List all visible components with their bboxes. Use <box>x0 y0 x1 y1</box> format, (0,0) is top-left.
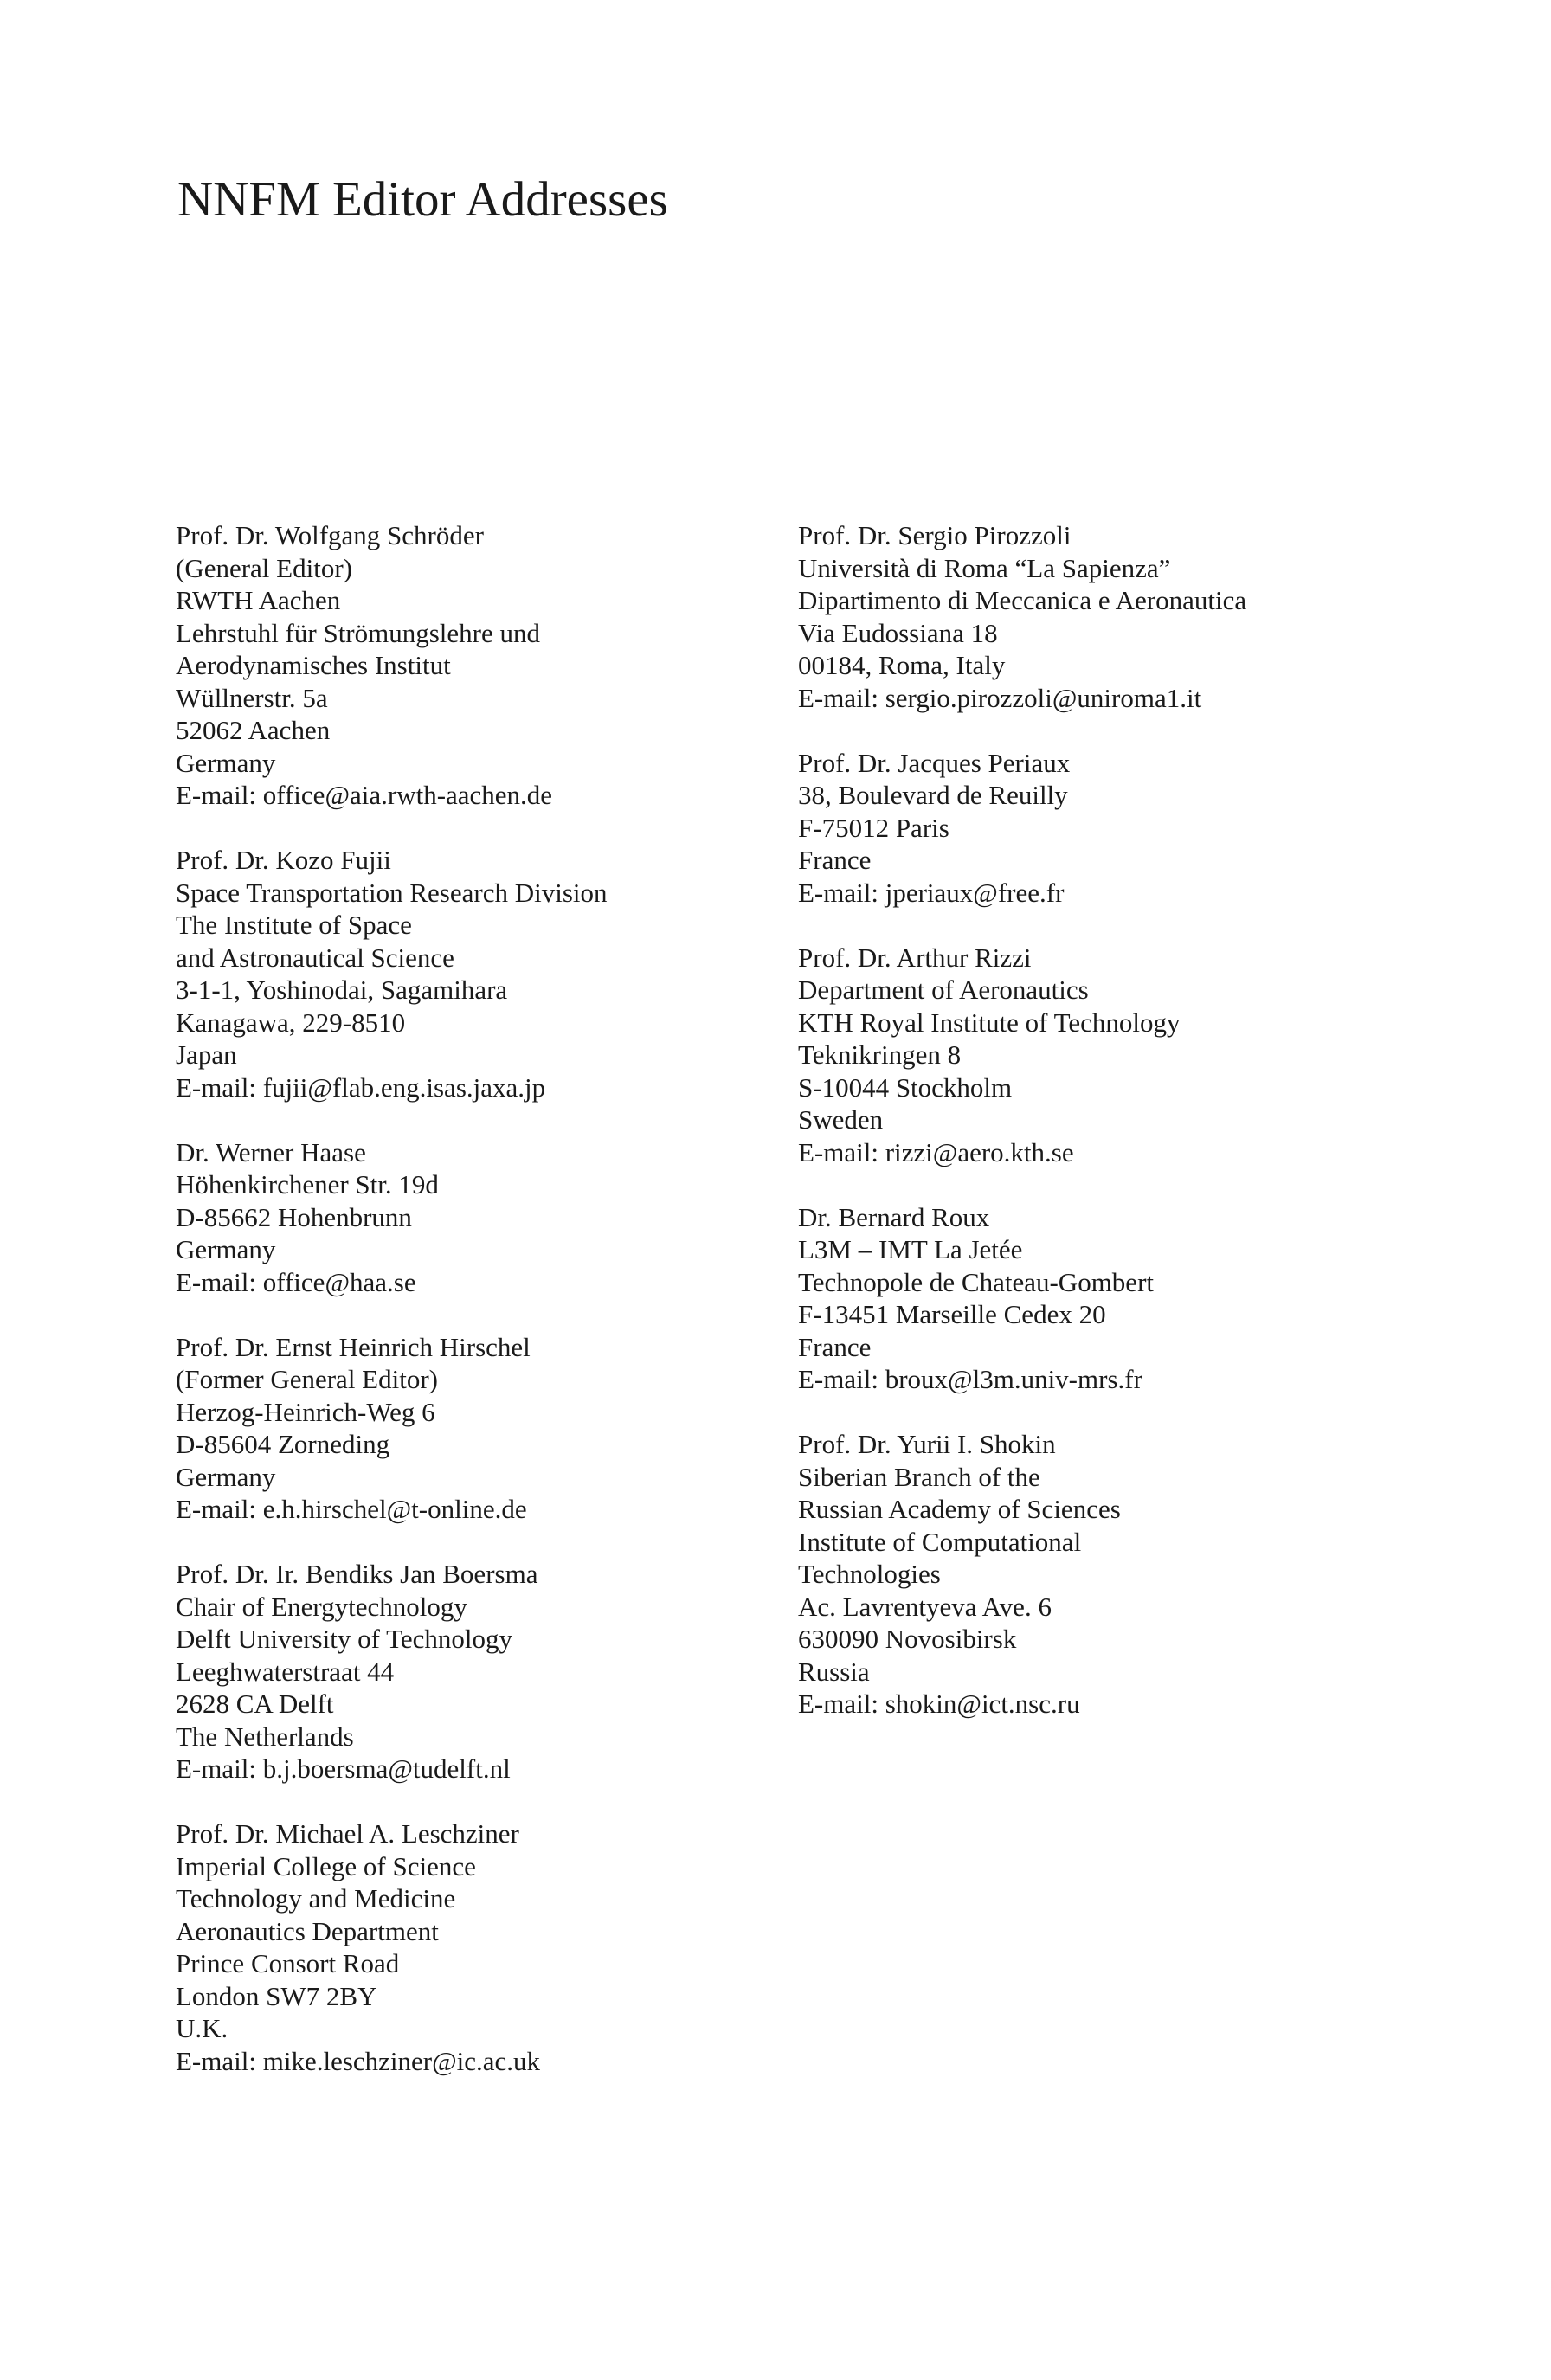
address-line: Imperial College of Science <box>176 1850 476 1881</box>
address-line: Aeronautics Department <box>176 1915 439 1946</box>
email-address: E-mail: mike.leschziner@ic.ac.uk <box>176 2045 541 2076</box>
address-line: Department of Aeronautics <box>798 975 1089 1005</box>
address-line: (General Editor) <box>176 552 352 583</box>
address-line: 38, Boulevard de Reuilly <box>798 780 1068 810</box>
address-line: Sweden <box>798 1104 884 1135</box>
page-title: NNFM Editor Addresses <box>177 172 668 227</box>
email-address: E-mail: broux@l3m.univ-mrs.fr <box>798 1364 1142 1394</box>
address-line: 00184, Roma, Italy <box>798 650 1006 680</box>
address-line: Technologies <box>798 1559 941 1589</box>
address-line: 630090 Novosibirsk <box>798 1624 1017 1654</box>
address-entry <box>176 519 782 812</box>
editor-name: Dr. Werner Haase <box>176 1136 366 1167</box>
address-line: F-75012 Paris <box>798 812 949 843</box>
email-address: E-mail: office@aia.rwth-aachen.de <box>176 780 553 810</box>
address-line: Institute of Computational <box>798 1526 1082 1557</box>
address-line: The Netherlands <box>176 1721 354 1752</box>
address-line: London SW7 2BY <box>176 1980 377 2011</box>
right-address-column <box>798 519 1404 1753</box>
address-entry <box>176 1558 782 1785</box>
address-line: Russia <box>798 1656 870 1687</box>
address-line: Wüllnerstr. 5a <box>176 682 328 713</box>
address-line: Japan <box>176 1039 237 1070</box>
address-line: 2628 CA Delft <box>176 1689 334 1719</box>
address-entry <box>176 1817 782 2077</box>
address-line: Space Transportation Research Division <box>176 877 608 908</box>
editor-name: Prof. Dr. Michael A. Leschziner <box>176 1818 519 1849</box>
address-line: 3-1-1, Yoshinodai, Sagamihara <box>176 975 508 1005</box>
address-line: Chair of Energytechnology <box>176 1591 467 1622</box>
address-line: Dipartimento di Meccanica e Aeronautica <box>798 585 1247 615</box>
left-address-column <box>176 519 782 2110</box>
address-line: 52062 Aachen <box>176 715 331 745</box>
editor-name: Prof. Dr. Arthur Rizzi <box>798 942 1032 973</box>
address-line: Technopole de Chateau-Gombert <box>798 1266 1155 1297</box>
address-entry <box>798 1201 1404 1396</box>
address-line: Ac. Lavrentyeva Ave. 6 <box>798 1591 1052 1622</box>
address-line: RWTH Aachen <box>176 585 341 615</box>
address-line: Siberian Branch of the <box>798 1461 1040 1492</box>
address-line: U.K. <box>176 2013 228 2043</box>
address-line: France <box>798 1331 872 1362</box>
email-address: E-mail: office@haa.se <box>176 1266 416 1297</box>
editor-name: Prof. Dr. Wolfgang Schröder <box>176 520 484 550</box>
address-line: (Former General Editor) <box>176 1364 438 1394</box>
address-line: Teknikringen 8 <box>798 1039 962 1070</box>
address-line: Höhenkirchener Str. 19d <box>176 1169 439 1200</box>
email-address: E-mail: sergio.pirozzoli@uniroma1.it <box>798 682 1202 713</box>
address-entry <box>798 519 1404 714</box>
email-address: E-mail: jperiaux@free.fr <box>798 877 1065 908</box>
address-line: Università di Roma “La Sapienza” <box>798 552 1171 583</box>
address-line: KTH Royal Institute of Technology <box>798 1007 1181 1038</box>
address-entry <box>798 747 1404 910</box>
address-line: Via Eudossiana 18 <box>798 617 998 648</box>
address-line: Prince Consort Road <box>176 1948 400 1978</box>
address-line: Germany <box>176 1461 276 1492</box>
address-line: Russian Academy of Sciences <box>798 1494 1121 1524</box>
address-line: F-13451 Marseille Cedex 20 <box>798 1299 1106 1329</box>
editor-name: Prof. Dr. Kozo Fujii <box>176 845 391 875</box>
address-line: Germany <box>176 1234 276 1264</box>
address-entry <box>798 942 1404 1169</box>
address-line: Technology and Medicine <box>176 1883 456 1914</box>
address-entry <box>176 1136 782 1299</box>
address-line: Leeghwaterstraat 44 <box>176 1656 395 1687</box>
editor-name: Prof. Dr. Jacques Periaux <box>798 747 1071 778</box>
address-line: The Institute of Space <box>176 910 412 940</box>
address-line: D-85662 Hohenbrunn <box>176 1201 412 1232</box>
email-address: E-mail: fujii@flab.eng.isas.jaxa.jp <box>176 1071 546 1103</box>
address-entry <box>176 844 782 1103</box>
address-line: S-10044 Stockholm <box>798 1071 1013 1103</box>
address-line: France <box>798 845 872 875</box>
address-entry <box>798 1428 1404 1721</box>
address-line: Kanagawa, 229-8510 <box>176 1007 406 1038</box>
editor-name: Prof. Dr. Sergio Pirozzoli <box>798 520 1072 550</box>
address-line: and Astronautical Science <box>176 942 454 973</box>
address-line: Delft University of Technology <box>176 1624 512 1654</box>
email-address: E-mail: shokin@ict.nsc.ru <box>798 1689 1080 1719</box>
address-line: Lehrstuhl für Strömungslehre und <box>176 617 541 648</box>
address-line: D-85604 Zorneding <box>176 1429 390 1459</box>
editor-name: Prof. Dr. Ernst Heinrich Hirschel <box>176 1331 531 1362</box>
email-address: E-mail: b.j.boersma@tudelft.nl <box>176 1753 511 1784</box>
editor-name: Dr. Bernard Roux <box>798 1201 990 1232</box>
address-line: L3M – IMT La Jetée <box>798 1234 1023 1264</box>
email-address: E-mail: rizzi@aero.kth.se <box>798 1136 1074 1167</box>
address-line: Herzog-Heinrich-Weg 6 <box>176 1396 435 1427</box>
address-line: Aerodynamisches Institut <box>176 650 451 680</box>
email-address: E-mail: e.h.hirschel@t-online.de <box>176 1494 527 1524</box>
address-line: Germany <box>176 747 276 778</box>
editor-name: Prof. Dr. Yurii I. Shokin <box>798 1429 1056 1459</box>
address-entry <box>176 1331 782 1526</box>
editor-name: Prof. Dr. Ir. Bendiks Jan Boersma <box>176 1559 538 1589</box>
